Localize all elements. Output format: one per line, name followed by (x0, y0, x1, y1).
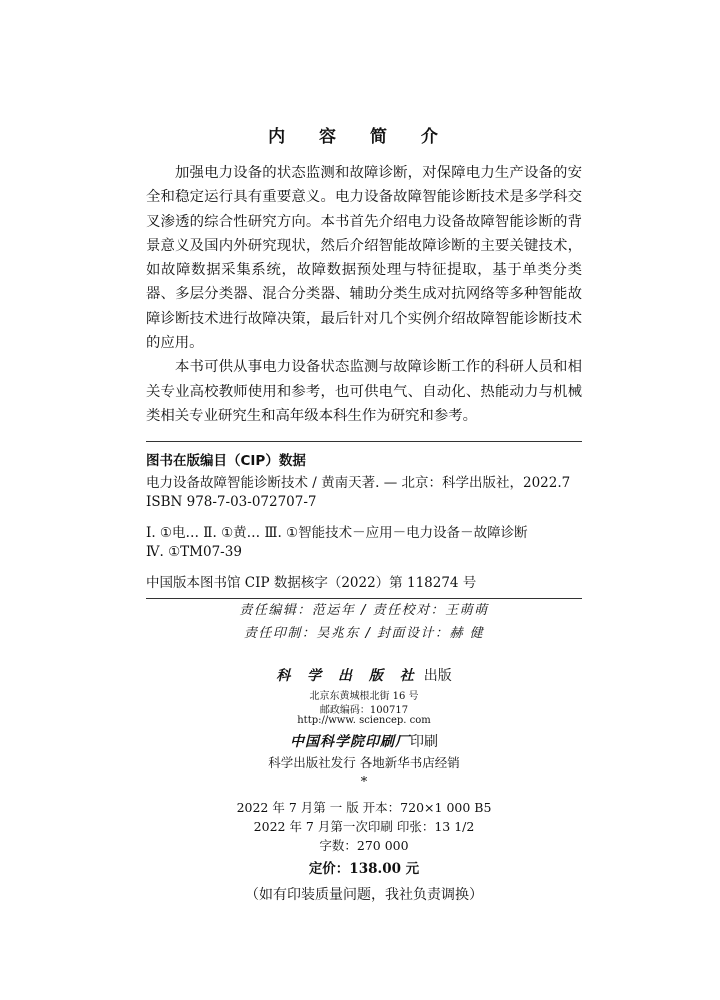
printer-suffix: 印刷 (410, 734, 438, 750)
price: 定价：138.00 元 (308, 861, 420, 877)
publisher-name: 科 学 出 版 社 (276, 668, 420, 684)
publisher-postcode: 邮政编码：100717 (319, 705, 409, 716)
edition-block (146, 798, 582, 906)
separator-star: * (360, 775, 368, 790)
cip-record-number: 中国版本图书馆 CIP 数据核字（2022）第 118274 号 (146, 575, 477, 591)
publisher-url: http://www. sciencep. com (297, 715, 431, 726)
cip-block (146, 441, 582, 599)
printer-block (146, 731, 582, 793)
cip-heading: 图书在版编目（CIP）数据 (146, 453, 306, 469)
printer-name-line (146, 731, 582, 753)
quality-notice: （如有印装质量问题，我社负责调换） (245, 887, 483, 903)
abstract-paragraph-1: 加强电力设备的状态监测和故障诊断，对保障电力生产设备的安全和稳定运行具有重要意义。电力设备故障智能诊断技术是多学科交叉渗透的综合性研究方向。本书首先介绍电力设备故障智能诊断的背景意义及国内外研究现状，然后介绍智能故障诊断的主要关键技术，如故障数据采集系统，故障数据预处理与特征提取，基于单类分类器、多层分类器、混合分类器、辅助分类生成对抗网络等多种智能故障诊断技术进行故障决策，最后针对几个实例介绍故障智能诊断技术的应用。 (146, 165, 582, 352)
publisher-address: 北京东黄城根北街 16 号 (309, 691, 419, 702)
cip-title-line: 电力设备故障智能诊断技术 / 黄南天著. — 北京：科学出版社，2022.7 (146, 475, 571, 491)
edition-line-2: 2022 年 7 月第一次印刷 印张：13 1/2 (253, 819, 475, 834)
abstract-paragraph-2: 本书可供从事电力设备状态监测与故障诊断工作的科研人员和相关专业高校教师使用和参考，也可供电气、自动化、热能动力与机械类相关专业研究生和高年级本科生作为研究和参考。 (146, 359, 582, 424)
cip-classification-cont: Ⅳ. ①TM07-39 (146, 544, 242, 560)
distribution-line: 科学出版社发行 各地新华书店经销 (268, 755, 460, 770)
edition-line-1: 2022 年 7 月第 一 版 开本：720×1 000 B5 (236, 800, 492, 815)
editor-line-1: 责任编辑：范运年 / 责任校对：王萌萌 (239, 603, 489, 618)
publisher-name-line (146, 665, 582, 687)
word-count: 字数：270 000 (319, 838, 409, 853)
cip-classification: Ⅰ. ①电… Ⅱ. ①黄… Ⅲ. ①智能技术－应用－电力设备－故障诊断 (146, 525, 528, 541)
publisher-suffix: 出版 (423, 668, 452, 684)
editor-line-2: 责任印制：吴兆东 / 封面设计：赫 健 (243, 626, 485, 641)
printer-name: 中国科学院印刷厂 (290, 734, 410, 750)
page-title: 内 容 简 介 (268, 127, 452, 147)
editors-block (146, 599, 582, 645)
abstract (146, 161, 582, 428)
cip-isbn: ISBN 978-7-03-072707-7 (146, 494, 317, 510)
publisher-block (146, 665, 582, 729)
